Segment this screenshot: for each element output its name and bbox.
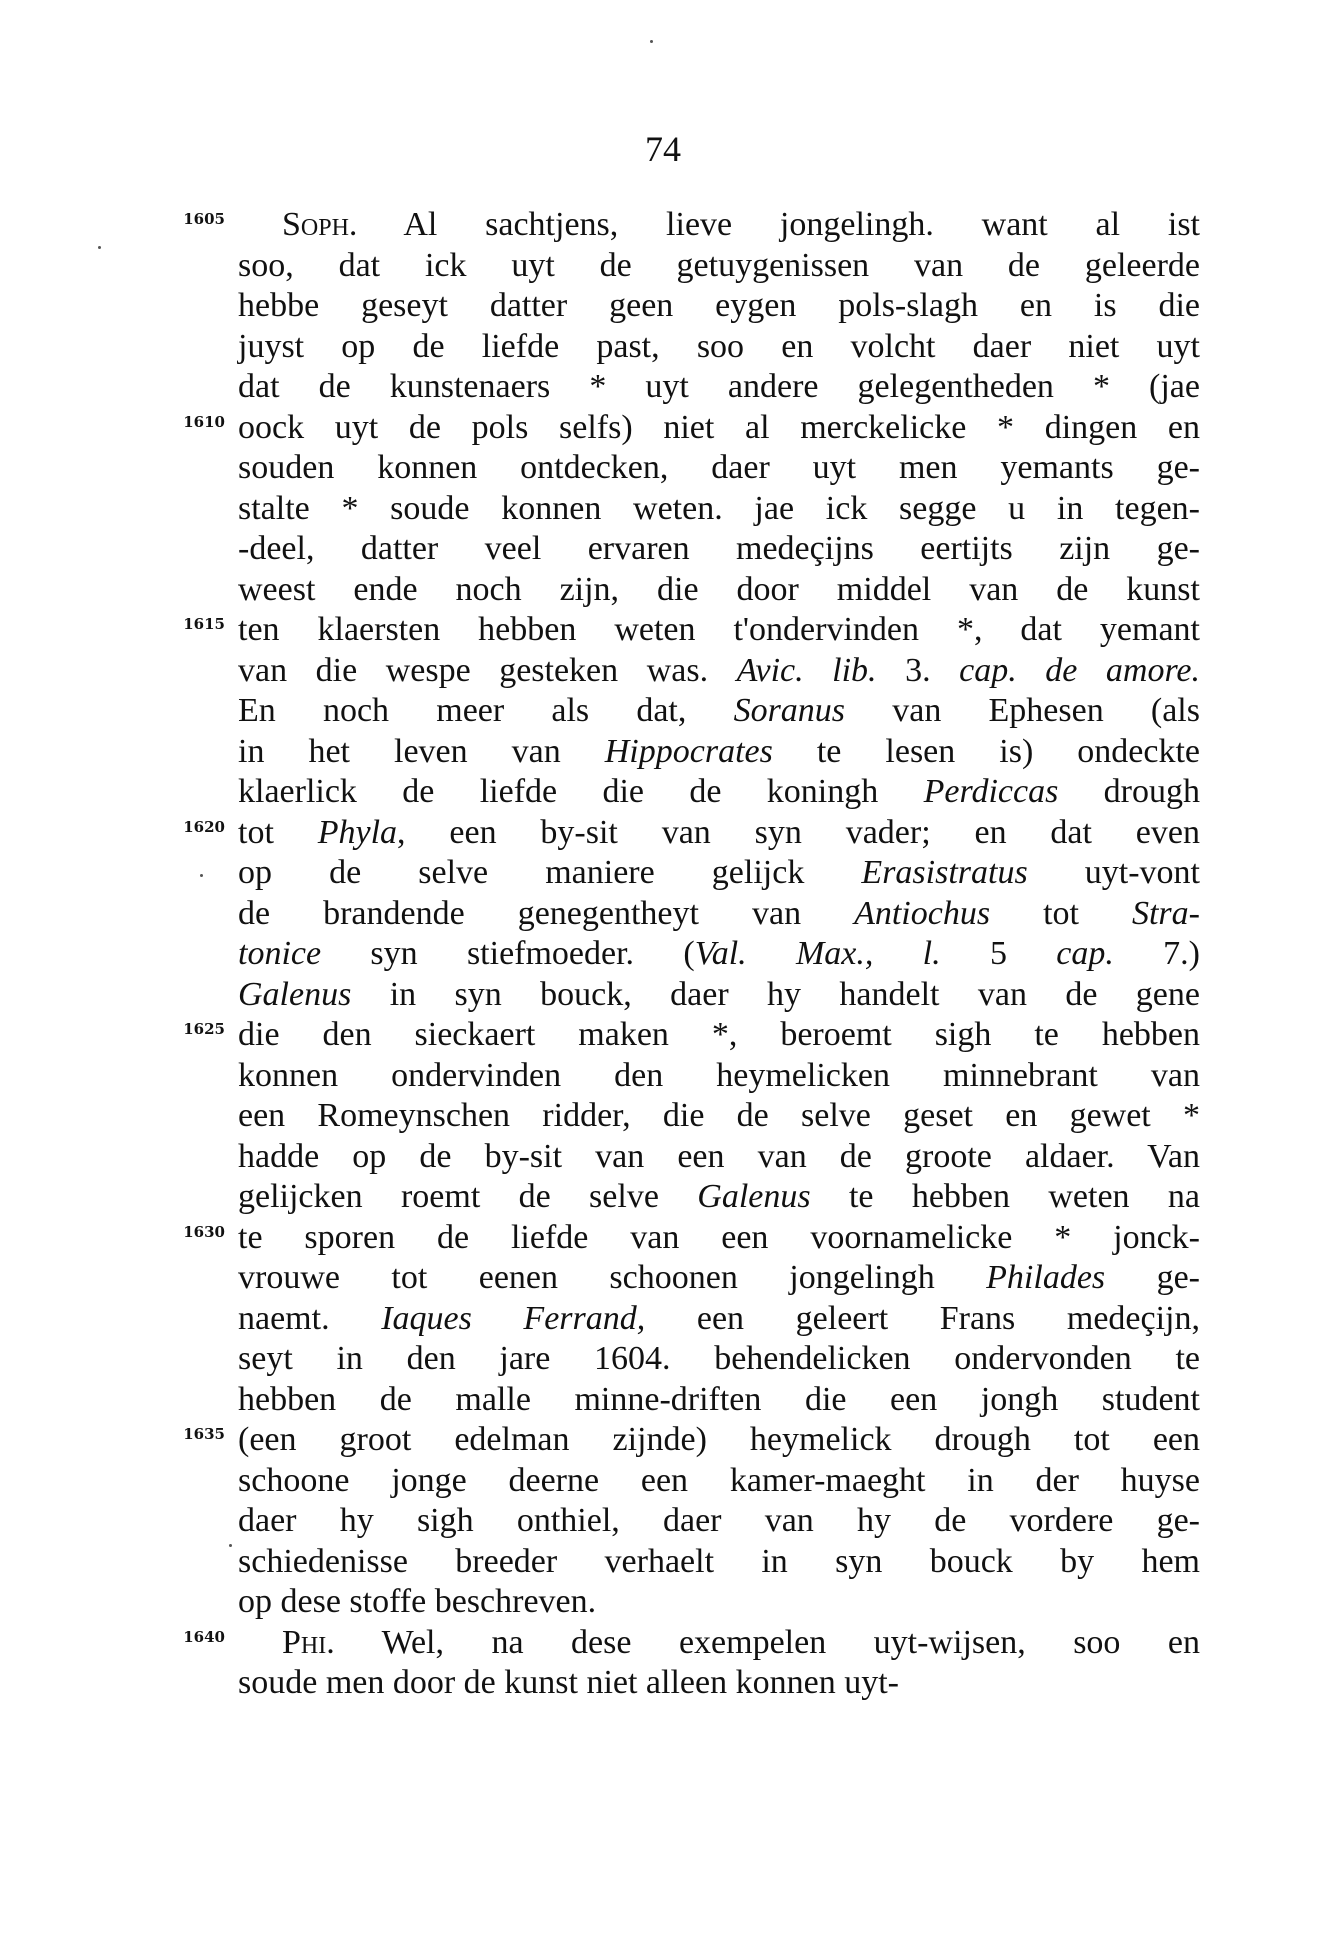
margin-line-number: 1610 (183, 412, 225, 431)
text-run: op dese stoffe beschreven. (238, 1583, 597, 1620)
text-run: een Romeynschen ridder, die de selve geset en gewet * (238, 1097, 1200, 1134)
text-run: te hebben weten na (810, 1178, 1200, 1215)
text-line (238, 529, 1200, 569)
text-line (238, 691, 1200, 731)
text-run: daer hy sigh onthiel, daer van hy de vordere ge- (238, 1502, 1200, 1539)
text-run: stalte * soude konnen weten. jae ick segge u in tegen- (238, 489, 1200, 527)
italic-text: Perdiccas (923, 773, 1059, 810)
italic-text: tonice (238, 935, 322, 972)
text-run: ge- (1105, 1259, 1200, 1296)
text-run: oock uyt de pols selfs) niet al merckelicke * dingen en (238, 408, 1200, 446)
paper-speck (98, 246, 101, 249)
text-line (238, 1056, 1200, 1096)
text-run: -deel, datter veel ervaren medeçijns eertijts zijn ge- (238, 530, 1200, 567)
text-line (238, 1420, 1200, 1460)
italic-text: cap. de amore. (959, 651, 1201, 689)
speaker-name: Soph. (282, 206, 358, 243)
text-line (238, 1299, 1200, 1339)
text-run: vrouwe tot eenen schoonen jongelingh (238, 1259, 987, 1296)
text-line (238, 1096, 1200, 1136)
text-run: souden konnen ontdecken, daer uyt men yemants ge- (238, 449, 1200, 486)
text-run: soude men door de kunst niet alleen konnen uyt- (238, 1664, 899, 1701)
text-line (238, 1501, 1200, 1541)
text-run: een geleert Frans medeçijn, (645, 1299, 1201, 1337)
text-run: gelijcken roemt de selve (238, 1178, 698, 1215)
text-run: in het leven van (238, 732, 605, 770)
text-line (238, 1258, 1200, 1298)
text-run: 3. (876, 651, 960, 689)
text-line (238, 1582, 1200, 1622)
text-line (238, 448, 1200, 488)
text-line (238, 1663, 1200, 1703)
margin-line-number: 1635 (183, 1425, 225, 1443)
text-line (238, 934, 1200, 974)
text-run: klaerlick de liefde die de koningh (238, 773, 924, 810)
text-line (238, 610, 1200, 650)
margin-line-number: 1630 (183, 1222, 225, 1241)
margin-line-number: 1605 (183, 210, 225, 228)
text-run: de brandende genegentheyt van (238, 894, 855, 932)
italic-text: Philades (986, 1259, 1106, 1296)
text-line (238, 570, 1200, 610)
italic-text: Stra- (1131, 894, 1200, 932)
text-line (238, 1015, 1200, 1055)
italic-text: Erasistratus (861, 854, 1028, 891)
text-run: syn stiefmoeder. ( (321, 935, 695, 972)
text-line (238, 1137, 1200, 1177)
paper-speck (229, 1544, 232, 1547)
text-run: in syn bouck, daer hy handelt van de gene (351, 975, 1200, 1013)
text-run: dat de kunstenaers * uyt andere gelegentheden * (jae (238, 368, 1200, 405)
text-run: op de selve maniere gelijck (238, 854, 862, 891)
text-line (238, 651, 1200, 691)
text-line (238, 853, 1200, 893)
text-run: naemt. (238, 1299, 382, 1337)
margin-line-number: 1615 (183, 615, 225, 633)
text-run: hebben de malle minne-driften die een jongh student (238, 1380, 1200, 1418)
margin-line-number: 1620 (183, 817, 225, 836)
text-run: drough (1058, 773, 1201, 810)
text-run: die den sieckaert maken *, beroemt sigh te hebben (238, 1016, 1200, 1053)
text-run: konnen ondervinden den heymelicken minnebrant van (238, 1056, 1200, 1094)
text-run: hadde op de by-sit van een van de groote aldaer. Van (238, 1137, 1200, 1175)
paper-speck (200, 874, 203, 877)
text-line (238, 1380, 1200, 1420)
text-run: hebbe geseyt datter geen eygen pols-slagh en is die (238, 287, 1200, 324)
italic-text: Iaques Ferrand, (381, 1299, 646, 1337)
text-run: 7.) (1113, 935, 1200, 972)
italic-text: Antiochus (854, 894, 991, 932)
text-line (238, 1542, 1200, 1582)
italic-text: Phyla (317, 813, 398, 851)
text-run: seyt in den jare 1604. behendelicken ondervonden te (238, 1340, 1200, 1377)
text-run: weest ende noch zijn, die door middel van de kunst (238, 570, 1200, 608)
text-line (238, 1177, 1200, 1217)
text-run: soo, dat ick uyt de getuygenissen van de geleerde (238, 246, 1200, 284)
margin-line-number: 1625 (183, 1020, 225, 1038)
text-line (238, 894, 1200, 934)
text-run: te sporen de liefde van een voornamelicke * jonck- (238, 1218, 1200, 1256)
italic-text: Val. Max., l. (694, 935, 941, 972)
text-line (238, 327, 1200, 367)
text-run: juyst op de liefde past, soo en volcht daer niet uyt (238, 327, 1200, 365)
text-line (238, 286, 1200, 326)
italic-text: cap. (1056, 935, 1114, 972)
text-run: schoone jonge deerne een kamer-maeght in der huyse (238, 1461, 1200, 1499)
text-line (238, 772, 1200, 812)
italic-text: Galenus (238, 975, 352, 1013)
text-line (238, 1623, 1200, 1663)
margin-line-number: 1640 (183, 1627, 225, 1646)
text-line (238, 1461, 1200, 1501)
text-run: Al sachtjens, lieve jongelingh. want al ist (357, 206, 1200, 243)
italic-text: Avic. lib. (736, 651, 877, 689)
text-line (238, 205, 1200, 245)
italic-text: Galenus (697, 1178, 811, 1215)
text-run: schiedenisse breeder verhaelt in syn bouck by hem (238, 1542, 1200, 1580)
text-run: tot (238, 813, 318, 851)
text-run: tot (990, 894, 1132, 932)
text-line (238, 732, 1200, 772)
text-run: En noch meer als dat, (238, 692, 734, 729)
text-line (238, 367, 1200, 407)
text-line (238, 489, 1200, 529)
text-run: ten klaersten hebben weten t'ondervinden *, dat yemant (238, 611, 1200, 648)
text-run: , een by-sit van syn vader; en dat even (397, 813, 1200, 851)
speaker-name: Phi. (282, 1623, 335, 1661)
text-line (238, 246, 1200, 286)
text-run: van Ephesen (als (845, 692, 1200, 729)
text-run: uyt-vont (1027, 854, 1200, 891)
italic-text: Soranus (733, 692, 846, 729)
text-run: 5 (940, 935, 1057, 972)
text-run: Wel, na dese exempelen uyt-wijsen, soo en (334, 1623, 1200, 1661)
page-number: 74 (645, 129, 681, 169)
text-run: (een groot edelman zijnde) heymelick drough tot een (238, 1421, 1200, 1458)
text-line (238, 408, 1200, 448)
text-line (238, 813, 1200, 853)
text-run: te lesen is) ondeckte (772, 732, 1200, 770)
text-run: van die wespe gesteken was. (238, 651, 737, 689)
text-line (238, 1339, 1200, 1379)
text-line (238, 1218, 1200, 1258)
italic-text: Hippocrates (604, 732, 773, 770)
paper-speck (650, 40, 653, 43)
text-line (238, 975, 1200, 1015)
